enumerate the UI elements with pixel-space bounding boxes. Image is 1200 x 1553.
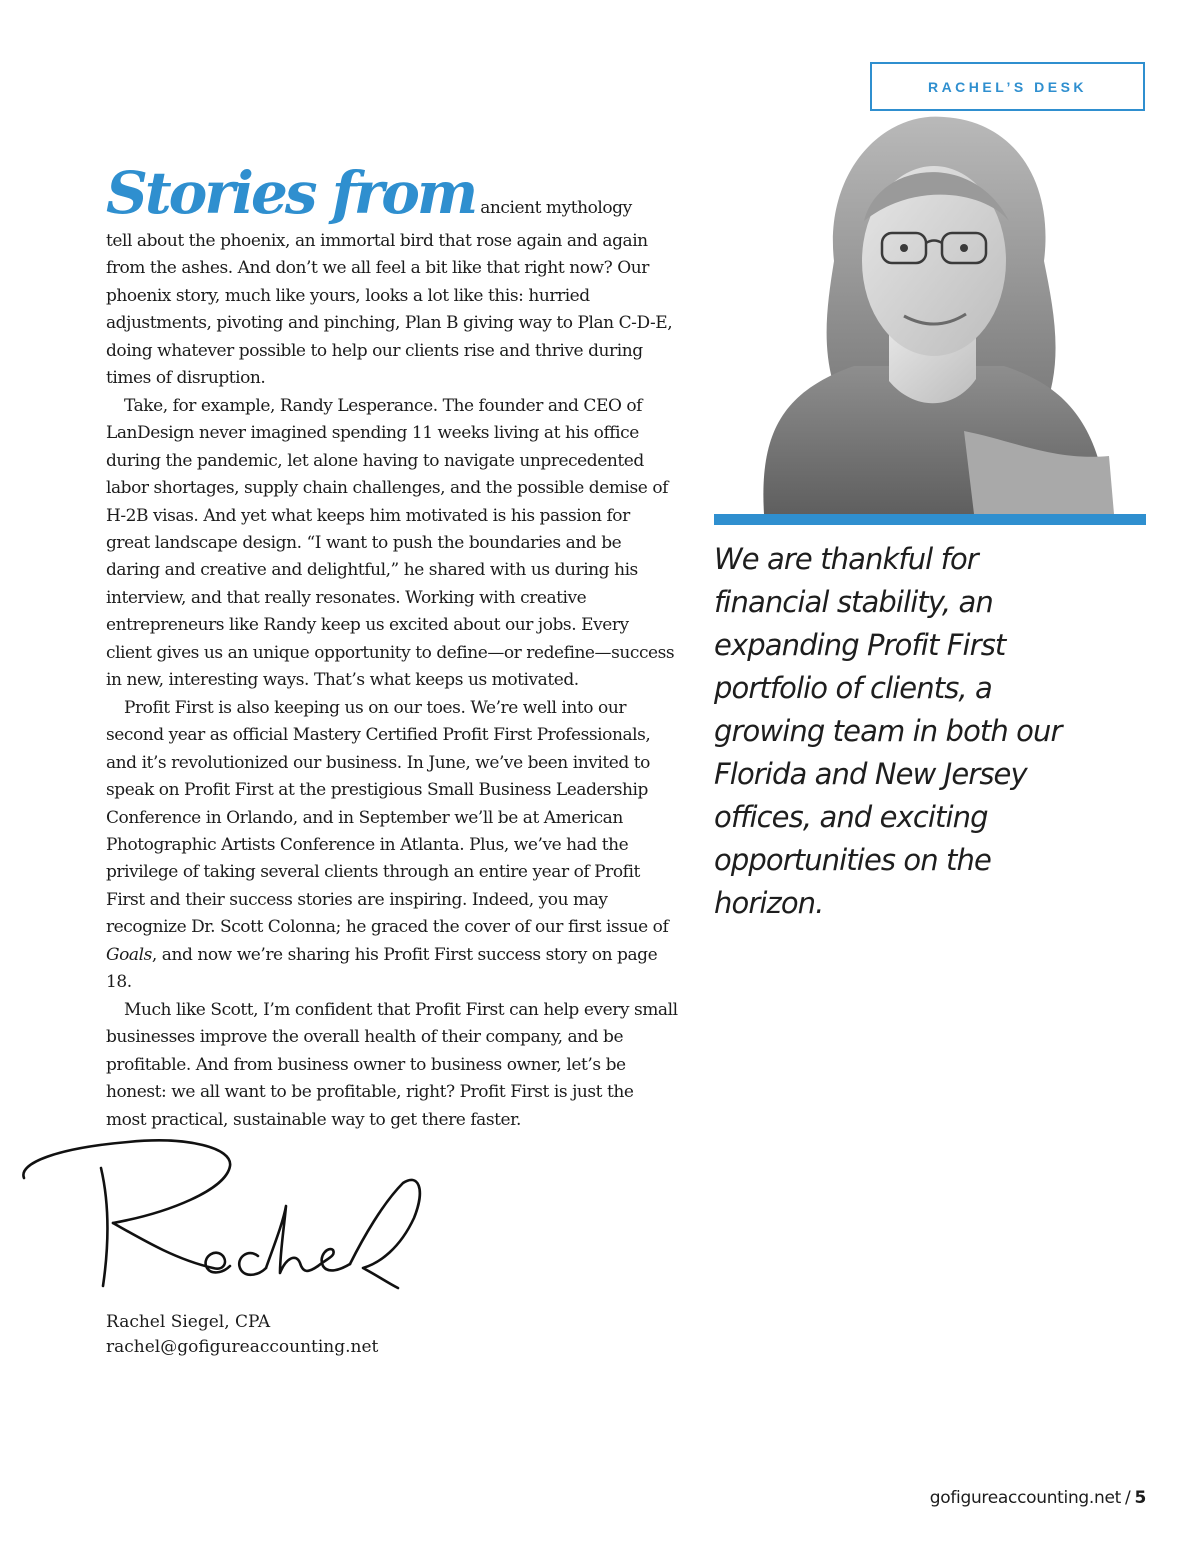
article-body <box>106 159 678 1134</box>
article-paragraph-2: Take, for example, Randy Lesperance. The founder and CEO of LanDesign never imagined spending 11 weeks living at his office during the pandemic, let alone having to navigate unprecedented labor shortages, supply chain challenges, and the possible demise of H-2B visas. And yet what keeps him motivated is his passion for great landscape design. “I want to push the boundaries and be daring and creative and delightful,” he shared with us during his interview, and that really resonates. Working with creative entrepreneurs like Randy keep us excited about our jobs. Every client gives us an unique opportunity to define—or redefine—success in new, interesting ways. That’s what keeps us motivated. <box>106 395 675 691</box>
paragraph-1-text: tell about the phoenix, an immortal bird that rose again and again from the ashes. And don’t we all feel a bit like that right now? Our phoenix story, much like yours, looks a lot like this: hurried adjustments, pivoting and pinching, Plan B giving way to Plan C-D-E, doing whatever possible to help our clients rise and thrive during times of disruption. <box>106 231 673 389</box>
paragraph-3-text: Profit First is also keeping us on our toes. We’re well into our second year as official Mastery Certified Profit First Professionals, and it’s revolutionized our business. In June, we’ve been invited to speak on Profit First at the prestigious Small Business Leadership Conference in Orlando, and in September we’ll be at American Photographic Artists Conference in Atlanta. Plus, we’ve had the privilege of taking several clients through an entire year of Profit First and their success stories are inspiring. Indeed, you may recognize Dr. Scott Colonna; he graced the cover of our first issue of <box>106 697 669 938</box>
article-paragraph-3 <box>106 695 678 997</box>
article-first-line <box>106 159 678 228</box>
author-portrait <box>714 111 1146 514</box>
author-name: Rachel Siegel, CPA <box>106 1312 271 1332</box>
article-paragraph-4: Much like Scott, I’m confident that Profit First can help every small businesses improve the overall health of their company, and be profitable. And from business owner to business owner, let’s be honest: we all want to be profitable, right? Profit First is just the most practical, sustainable way to get there faster. <box>106 999 678 1130</box>
lead-words: Stories from <box>106 159 476 227</box>
pull-quote: We are thankful for financial stability, an expanding Profit First portfolio of clients, a growing team in both our Florida and New Jersey offices, and exciting opportunities on the horizon. <box>714 542 1062 920</box>
magazine-title: Goals <box>106 944 152 965</box>
first-line-text: ancient mythology <box>480 198 632 218</box>
paragraph-3-end: , and now we’re sharing his Profit First success story on page 18. <box>106 944 658 993</box>
page-number: 5 <box>1134 1488 1146 1508</box>
article-paragraph-1 <box>106 159 678 393</box>
sign-off <box>106 1310 378 1360</box>
handwritten-signature <box>18 1128 428 1303</box>
accent-bar <box>714 514 1146 525</box>
footer-separator: / <box>1125 1488 1131 1508</box>
section-tag: RACHEL’S DESK <box>870 62 1145 111</box>
page-footer <box>930 1488 1146 1508</box>
author-email: rachel@gofigureaccounting.net <box>106 1337 379 1357</box>
footer-site: gofigureaccounting.net <box>929 1488 1122 1508</box>
